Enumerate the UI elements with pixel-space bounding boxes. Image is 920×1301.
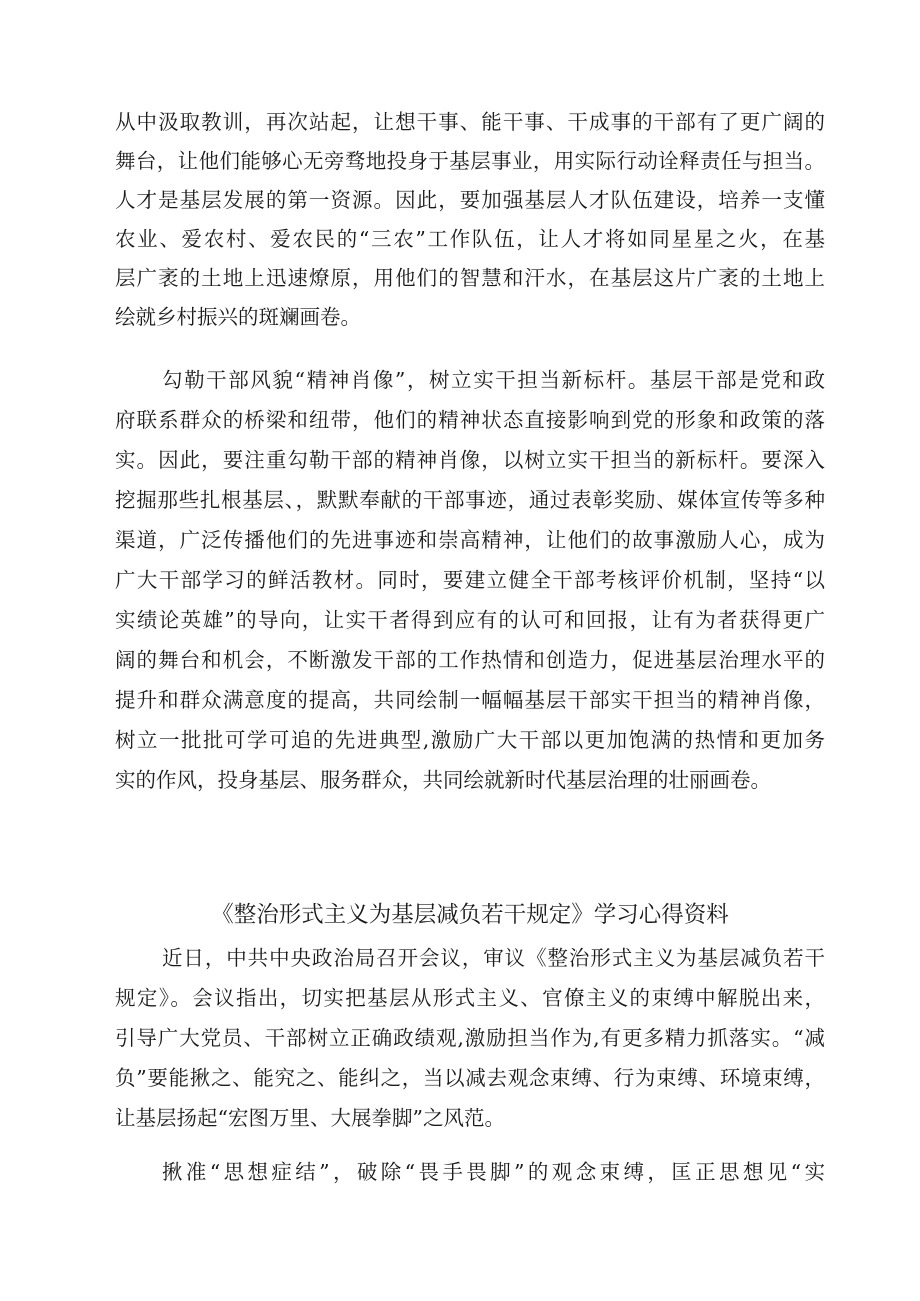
- paragraph-line: 提升和群众满意度的提高，共同绘制一幅幅基层干部实干担当的精神肖像，: [115, 688, 825, 712]
- paragraph-line: 揪准“思想症结”，破除“畏手畏脚”的观念束缚，匡正思想见“实: [162, 1160, 825, 1184]
- paragraph-line: 实绩论英雄”的导向，让实干者得到应有的认可和回报，让有为者获得更广: [115, 608, 825, 632]
- paragraph-line: 渠道，广泛传播他们的先进事迹和崇高精神，让他们的故事激励人心，成为: [115, 528, 825, 552]
- paragraph-line: 从中汲取教训，再次站起，让想干事、能干事、干成事的干部有了更广阔的: [115, 110, 825, 134]
- paragraph-line: 人才是基层发展的第一资源。因此，要加强基层人才队伍建设，培养一支懂: [115, 188, 825, 212]
- paragraph-line: 挖掘那些扎根基层、，默默奉献的干部事迹，通过表彰奖励、媒体宣传等多种: [115, 488, 825, 512]
- article-title: 《整治形式主义为基层减负若干规定》学习心得资料: [211, 902, 729, 928]
- paragraph-line: 负”要能揪之、能究之、能纠之，当以减去观念束缚、行为束缚、环境束缚，: [115, 1066, 825, 1090]
- paragraph-line: 规定》。会议指出，切实把基层从形式主义、官僚主义的束缚中解脱出来，: [115, 986, 825, 1010]
- paragraph-line: 近日，中共中央政治局召开会议，审议《整治形式主义为基层减负若干: [162, 946, 825, 970]
- paragraph-line: 让基层扬起“宏图万里、大展拳脚”之风范。: [115, 1106, 505, 1130]
- paragraph-line: 实的作风，投身基层、服务群众，共同绘就新时代基层治理的壮丽画卷。: [115, 768, 771, 792]
- paragraph-line: 府联系群众的桥梁和纽带，他们的精神状态直接影响到党的形象和政策的落: [115, 408, 825, 432]
- paragraph-line: 广大干部学习的鲜活教材。同时，要建立健全干部考核评价机制，坚持“以: [115, 568, 825, 592]
- paragraph-line: 层广袤的土地上迅速燎原，用他们的智慧和汗水，在基层这片广袤的土地上: [115, 266, 825, 290]
- paragraph-line: 实。因此，要注重勾勒干部的精神肖像，以树立实干担当的新标杆。要深入: [115, 448, 825, 472]
- paragraph-line: 勾勒干部风貌“精神肖像”，树立实干担当新标杆。基层干部是党和政: [162, 368, 825, 392]
- paragraph-line: 绘就乡村振兴的斑斓画卷。: [115, 305, 361, 329]
- paragraph-line: 树立一批批可学可追的先进典型,激励广大干部以更加饱满的热情和更加务: [115, 728, 825, 752]
- paragraph-line: 农业、爱农村、爱农民的“三农”工作队伍，让人才将如同星星之火，在基: [115, 227, 825, 251]
- paragraph-line: 引导广大党员、干部树立正确政绩观,激励担当作为,有更多精力抓落实。“减: [115, 1026, 825, 1050]
- paragraph-line: 舞台，让他们能够心无旁骛地投身于基层事业，用实际行动诠释责任与担当。: [115, 149, 825, 173]
- paragraph-line: 阔的舞台和机会，不断激发干部的工作热情和创造力，促进基层治理水平的: [115, 648, 825, 672]
